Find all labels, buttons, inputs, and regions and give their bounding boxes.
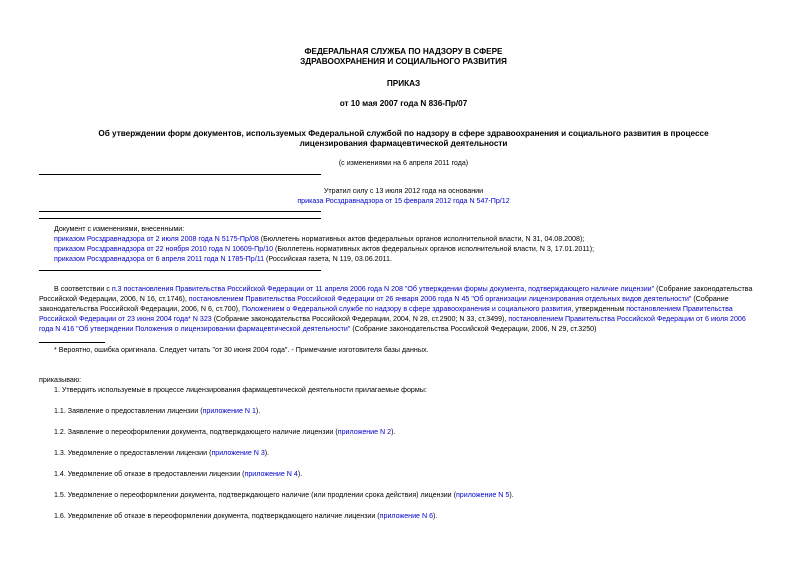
document-type: ПРИКАЗ [386, 79, 421, 88]
change-order-link[interactable]: приказом Росздравнадзора от 6 апреля 2011 года N 1785-Пр/11 [54, 255, 265, 263]
appendix-link[interactable]: приложение N 3 [211, 449, 265, 457]
order-point-1: 1. Утвердить используемые в процессе лицензирования фармацевтической деятельности прилагаемые формы: [54, 386, 427, 394]
expired-notice: Утратил силу с 13 июля 2012 года на основании [323, 187, 484, 195]
basis-link[interactable]: года N 416 "Об утверждении Положения о лицензировании фармацевтической деятельности" [39, 325, 351, 333]
footnote: * Вероятно, ошибка оригинала. Следует читать "от 30 июня 2004 года". - Примечание изготовителя базы данных. [54, 346, 429, 354]
basis-link[interactable]: п.3 постановления Правительства Российской Федерации от 11 апреля 2006 года N 208 "Об утверждении формы документа, подтверждающего наличие лицензии" [111, 285, 655, 293]
divider [39, 174, 321, 175]
form-list-item: 1.6. Уведомление об отказе в переоформлении документа, подтверждающего наличие лицензии (приложение N 6). [54, 512, 438, 520]
divider [39, 211, 321, 212]
order-intro: приказываю: [39, 376, 82, 384]
change-order-link[interactable]: приказом Росздравнадзора от 2 июля 2008 года N 5175-Пр/08 [54, 235, 259, 243]
appendix-link[interactable]: приложение N 4 [244, 470, 298, 478]
document-title-line1: Об утверждении форм документов, используемых Федеральной службой по надзору в сфере здравоохранения и социального развития в процессе [98, 129, 709, 138]
basis-line-4: Российской Федерации от 23 июня 2004 года* N 323 (Собрание законодательства Российской Федерации, 2004, N 28, ст.2900; N 33, ст.3499), постановлением Правительства Российской Федерации от 6 июля 2006 [39, 315, 746, 323]
expired-basis-link[interactable]: приказа Росздравнадзора от 15 февраля 2012 года N 547-Пр/12 [297, 197, 510, 205]
changes-intro: Документ с изменениями, внесенными: [54, 225, 185, 233]
basis-link[interactable]: постановлением Правительства Российской Федерации от 6 июля 2006 [508, 315, 746, 323]
basis-link[interactable]: постановлением Правительства Российской Федерации от 26 января 2006 года N 45 "Об организации лицензирования отдельных видов деятельности" [188, 295, 692, 303]
basis-link[interactable]: постановлением Правительства [626, 305, 733, 313]
appendix-link[interactable]: приложение N 1 [202, 407, 256, 415]
changes-item: приказом Росздравнадзора от 6 апреля 2011 года N 1785-Пр/11 (Российская газета, N 119, 03.06.2011. [54, 255, 392, 263]
basis-link[interactable]: Российской Федерации от 23 июня 2004 года* N 323 [39, 315, 212, 323]
appendix-link[interactable]: приложение N 2 [337, 428, 392, 436]
basis-line-3: законодательства Российской Федерации, 2006, N 6, ст.700), Положением о Федеральной службе по надзору в сфере здравоохранения и социального развития, утвержденным постановлением Правительства [39, 305, 733, 313]
change-order-link[interactable]: приказом Росздравнадзора от 22 ноября 2010 года N 10609-Пр/10 [54, 245, 274, 253]
amendments-note: (с изменениями на 6 апреля 2011 года) [338, 159, 469, 167]
form-list-item: 1.2. Заявление о переоформлении документа, подтверждающего наличие лицензии (приложение N 2). [54, 428, 396, 436]
footnote-divider [39, 342, 105, 343]
agency-name-line2: ЗДРАВООХРАНЕНИЯ И СОЦИАЛЬНОГО РАЗВИТИЯ [300, 57, 507, 66]
appendix-link[interactable]: приложение N 5 [455, 491, 510, 499]
appendix-link[interactable]: приложение N 6 [379, 512, 434, 520]
basis-line-5: года N 416 "Об утверждении Положения о лицензировании фармацевтической деятельности" (Собрание законодательства Российской Федерации, 2006, N 29, ст.3250) [39, 325, 597, 333]
form-list-item: 1.4. Уведомление об отказе в предоставлении лицензии (приложение N 4). [54, 470, 303, 478]
divider [39, 218, 321, 219]
changes-item: приказом Росздравнадзора от 22 ноября 2010 года N 10609-Пр/10 (Бюллетень нормативных актов федеральных органов исполнительной власти, N 3, 17.01.2011); [54, 245, 595, 253]
document-title-line2: лицензирования фармацевтической деятельности [299, 139, 508, 148]
changes-item: приказом Росздравнадзора от 2 июля 2008 года N 5175-Пр/08 (Бюллетень нормативных актов федеральных органов исполнительной власти, N 31, 04.08.2008); [54, 235, 585, 243]
form-list-item: 1.3. Уведомление о предоставлении лицензии (приложение N 3). [54, 449, 270, 457]
agency-name-line1: ФЕДЕРАЛЬНАЯ СЛУЖБА ПО НАДЗОРУ В СФЕРЕ [304, 47, 503, 56]
document-date: от 10 мая 2007 года N 836-Пр/07 [339, 99, 468, 108]
divider [39, 270, 321, 271]
basis-line-1: В соответствии с п.3 постановления Правительства Российской Федерации от 11 апреля 2006 года N 208 "Об утверждении формы документа, подтверждающего наличие лицензии" (Собрание законодательства [54, 285, 753, 293]
form-list-item: 1.1. Заявление о предоставлении лицензии (приложение N 1). [54, 407, 261, 415]
basis-line-2: Российской Федерации, 2006, N 16, ст.1746), постановлением Правительства Российской Федерации от 26 января 2006 года N 45 "Об организации лицензирования отдельных видов деятельности" (Собрание [39, 295, 729, 303]
form-list-item: 1.5. Уведомление о переоформлении документа, подтверждающего наличие (или продлении срока действия) лицензии (приложение N 5). [54, 491, 514, 499]
basis-link[interactable]: Положением о Федеральной службе по надзору в сфере здравоохранения и социального развития [241, 305, 572, 313]
